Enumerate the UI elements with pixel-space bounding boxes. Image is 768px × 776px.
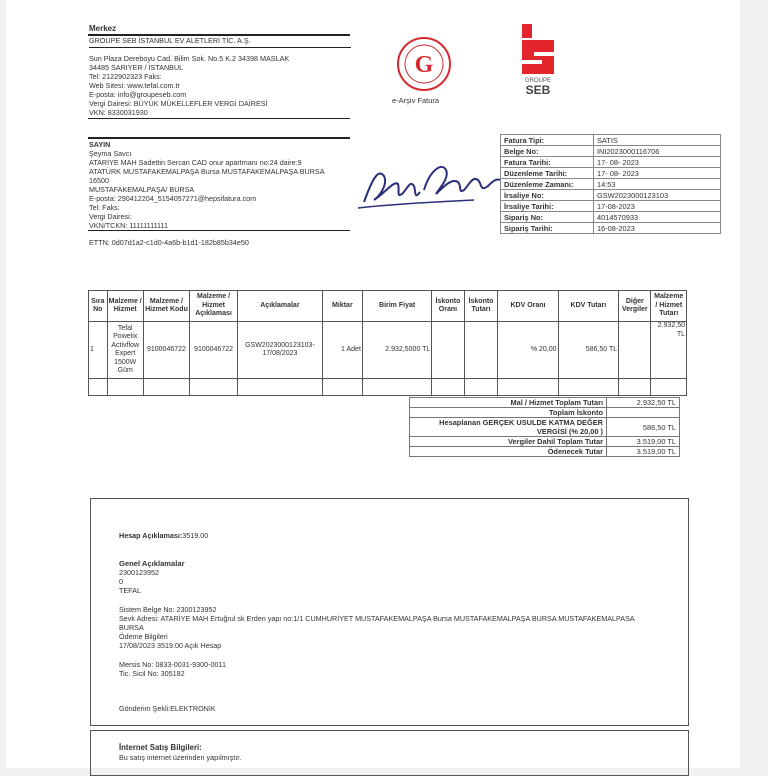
invoice-info-row — [501, 190, 721, 201]
invoice-info-row — [501, 168, 721, 179]
seller-name-rule — [89, 47, 351, 48]
table-cell-empty — [322, 379, 362, 396]
totals-value: 586,50 TL — [607, 418, 680, 437]
column-header: KDV Tutarı — [558, 291, 619, 322]
notes-box — [90, 498, 689, 726]
invoice-info-value: INI2023000116706 — [594, 146, 721, 157]
table-cell-empty — [107, 379, 143, 396]
totals-row — [410, 447, 680, 457]
column-header: Birim Fiyat — [362, 291, 431, 322]
buyer-address-1: ATARİYE MAH Sadettin Sercan CAD onur apartmanı no:24 daire:9 — [89, 158, 302, 167]
table-cell: 2.932,50 TL — [651, 322, 687, 379]
seller-email: E-posta: info@groupeseb.com — [89, 90, 187, 99]
column-header: Malzeme / Hizmet Kodu — [143, 291, 189, 322]
invoice-info-value: 14:53 — [594, 179, 721, 190]
account-value: 3519.00 — [182, 531, 209, 540]
table-cell-empty — [651, 379, 687, 396]
invoice-info-label: İrsaliye Tarihi: — [501, 201, 594, 212]
seller-tax-office: Vergi Dairesi: BÜYÜK MÜKELLEFLER VERGİ DAİRESİ — [89, 99, 268, 108]
invoice-info-value: 16-08-2023 — [594, 223, 721, 234]
buyer-heading: SAYIN — [89, 140, 111, 149]
earsiv-label: e-Arşiv Fatura — [392, 96, 440, 105]
invoice-info-row — [501, 223, 721, 234]
totals-label: Vergiler Dahil Toplam Tutar — [410, 437, 607, 447]
ettn: ETTN: 0d07d1a2-c1d0-4a6b-b1d1-182b85b34e50 — [89, 238, 249, 247]
totals-row — [410, 437, 680, 447]
gib-letter: G — [414, 52, 434, 78]
table-cell-empty — [558, 379, 619, 396]
invoice-info-value: GSW2023000123103 — [594, 190, 721, 201]
buyer-vkn: VKN/TCKN: 11111111111 — [89, 221, 168, 230]
note-payment-heading: Ödeme Bilgileri — [119, 632, 168, 641]
table-cell: 9100046722 — [143, 322, 189, 379]
invoice-info-label: Belge No: — [501, 146, 594, 157]
note-mersis: Mersis No: 0833-0031-9300-0011 — [119, 660, 226, 669]
totals-label: Mal / Hizmet Toplam Tutarı — [410, 398, 607, 408]
invoice-page — [6, 0, 740, 768]
account-label: Hesap Açıklaması: — [119, 531, 183, 540]
invoice-info-row — [501, 212, 721, 223]
column-header: KDV Oranı — [498, 291, 558, 322]
buyer-email: E-posta: 290412204_5154057271@hepsifatura.com — [89, 194, 257, 203]
totals-row — [410, 408, 680, 418]
totals-label: Toplam İskonto — [410, 408, 607, 418]
table-cell-empty — [143, 379, 189, 396]
invoice-info-row — [501, 179, 721, 190]
internet-sale-box — [90, 730, 689, 776]
invoice-info-value: 17- 08- 2023 — [594, 157, 721, 168]
totals-table — [409, 397, 680, 457]
invoice-info-row — [501, 146, 721, 157]
buyer-block — [89, 140, 389, 230]
table-cell-empty — [238, 379, 323, 396]
table-cell-empty — [619, 379, 651, 396]
invoice-info-label: Düzenleme Tarihi: — [501, 168, 594, 179]
invoice-info-value: 17-08-2023 — [594, 201, 721, 212]
table-cell: 1 — [89, 322, 108, 379]
table-cell: 2.932,5000 TL — [362, 322, 431, 379]
totals-row — [410, 418, 680, 437]
seller-address-2: 34485 SARIYER / İSTANBUL — [89, 63, 184, 72]
seller-block — [89, 36, 359, 117]
general-heading: Genel Açıklamalar — [119, 559, 185, 568]
seller-phone: Tel: 2122902323 Faks: — [89, 72, 162, 81]
table-cell — [619, 322, 651, 379]
buyer-bottom-rule — [88, 230, 350, 231]
internet-sale-heading: İnternet Satış Bilgileri: — [119, 743, 202, 752]
totals-value: 3.519,00 TL — [607, 447, 680, 457]
invoice-info-value: 4014570933 — [594, 212, 721, 223]
totals-label: Ödenecek Tutar — [410, 447, 607, 457]
column-header: İskonto Tutarı — [464, 291, 498, 322]
table-cell-empty — [362, 379, 431, 396]
invoice-info-value: SATIS — [594, 135, 721, 146]
invoice-info-label: Düzenleme Zamanı: — [501, 179, 594, 190]
gib-logo — [394, 34, 454, 94]
note-line-2: 0 — [119, 577, 123, 586]
seb-logo — [516, 20, 560, 97]
invoice-info-table — [500, 134, 721, 234]
table-cell: Tefal Powelix Activflow Expert 1500W Güm — [107, 322, 143, 379]
table-row-empty — [89, 379, 687, 396]
table-cell-empty — [464, 379, 498, 396]
table-cell: GSW2023000123103-17/08/2023 — [238, 322, 323, 379]
buyer-city: MUSTAFAKEMALPAŞA/ BURSA — [89, 185, 195, 194]
table-row — [89, 322, 687, 379]
seller-website: Web Sitesi: www.tefal.com.tr — [89, 81, 180, 90]
invoice-info-label: Sipariş No: — [501, 212, 594, 223]
note-line-1: 2300123952 — [119, 568, 159, 577]
buyer-postal: 16500 — [89, 176, 109, 185]
table-cell — [464, 322, 498, 379]
seller-heading: Merkez — [89, 24, 117, 33]
buyer-phone: Tel: Faks: — [89, 203, 120, 212]
column-header: Malzeme / Hizmet Açıklaması — [190, 291, 238, 322]
table-cell-empty — [498, 379, 558, 396]
table-cell: % 20,00 — [498, 322, 558, 379]
column-header: Açıklamalar — [238, 291, 323, 322]
seb-bottom-text: SEB — [525, 83, 551, 97]
buyer-tax-office: Vergi Dairesi: — [89, 212, 132, 221]
seller-name: GROUPE SEB İSTANBUL EV ALETLERİ TİC. A.Ş. — [89, 36, 251, 45]
table-cell-empty — [190, 379, 238, 396]
invoice-info-row — [501, 135, 721, 146]
note-doc-no: Sistem Belge No: 2300123952 — [119, 605, 217, 614]
totals-value: 2.932,50 TL — [607, 398, 680, 408]
invoice-info-label: Fatura Tarihi: — [501, 157, 594, 168]
seller-address-1: Sun Plaza Dereboyu Cad. Bilim Sok. No.5 K.2 34398 MASLAK — [89, 54, 290, 63]
table-cell: 9100046722 — [190, 322, 238, 379]
invoice-info-value: 17- 08- 2023 — [594, 168, 721, 179]
invoice-info-row — [501, 157, 721, 168]
invoice-info-label: İrsaliye No: — [501, 190, 594, 201]
internet-sale-text: Bu satış internet üzerinden yapılmıştır. — [119, 753, 242, 762]
column-header: Sıra No — [89, 291, 108, 322]
column-header: Diğer Vergiler — [619, 291, 651, 322]
note-ship-address-2: BURSA — [119, 623, 144, 632]
table-cell — [432, 322, 464, 379]
buyer-address-2: ATATÜRK MUSTAFAKEMALPAŞA Bursa MUSTAFAKEMALPAŞA BURSA — [89, 167, 325, 176]
table-cell-empty — [89, 379, 108, 396]
note-line-3: TEFAL — [119, 586, 141, 595]
delivery-method: Gönderim Şekli:ELEKTRONIK — [119, 704, 216, 713]
seller-vkn: VKN: 8330031930 — [89, 108, 148, 117]
account-row — [119, 531, 208, 540]
invoice-info-label: Fatura Tipi: — [501, 135, 594, 146]
table-cell: 1 Adet — [322, 322, 362, 379]
buyer-top-rule — [88, 137, 350, 139]
column-header: İskonto Oranı — [432, 291, 464, 322]
totals-row — [410, 398, 680, 408]
invoice-info-row — [501, 201, 721, 212]
totals-label: Hesaplanan GERÇEK USULDE KATMA DEĞER VERGİSİ (% 20,00 ) — [410, 418, 607, 437]
buyer-name: Şeyma Savcı — [89, 149, 132, 158]
signature-image — [354, 150, 504, 220]
general-notes — [119, 559, 684, 678]
note-ship-address-1: Sevk Adresi: ATARİYE MAH Ertuğrul sk Erden yapı no:1/1 CUMHURİYET MUSTAFAKEMALPAŞA Bursa MUSTAFAKEMALPAŞA BURSA MUSTAFAKEMALPASA — [119, 614, 635, 623]
seb-top-text: GROUPE — [524, 78, 551, 84]
seller-bottom-rule — [88, 118, 350, 119]
items-table — [88, 290, 687, 396]
note-payment-line: 17/08/2023 3519.00 Açık Hesap — [119, 641, 222, 650]
note-trade-registry: Tic. Sicil No: 305182 — [119, 669, 185, 678]
totals-value — [607, 408, 680, 418]
column-header: Malzeme / Hizmet Tutarı — [651, 291, 687, 322]
column-header: Malzeme / Hizmet — [107, 291, 143, 322]
column-header: Miktar — [322, 291, 362, 322]
table-cell-empty — [432, 379, 464, 396]
totals-value: 3.519,00 TL — [607, 437, 680, 447]
invoice-info-label: Sipariş Tarihi: — [501, 223, 594, 234]
table-cell: 586,50 TL — [558, 322, 619, 379]
